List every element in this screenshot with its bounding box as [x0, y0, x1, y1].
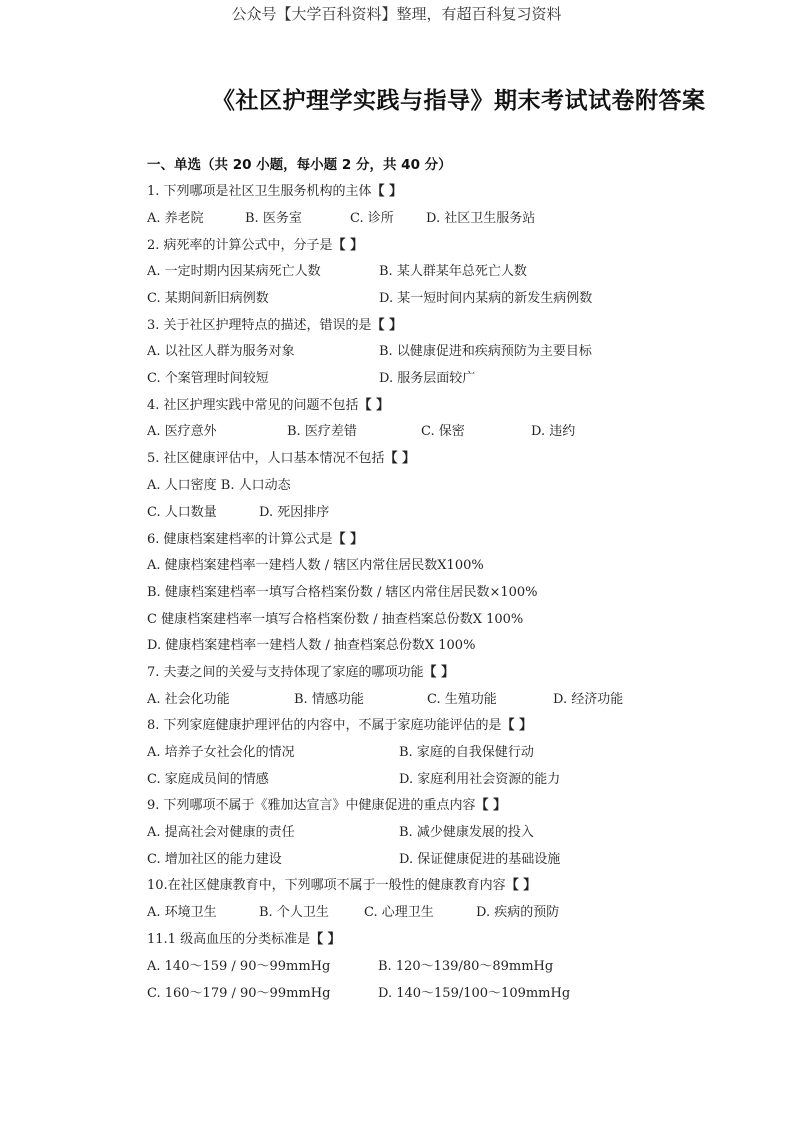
- option-b: B. 某人群某年总死亡人数: [379, 264, 527, 279]
- option-a: A. 提高社会对健康的责任: [147, 825, 295, 840]
- option-c: C. 160～179 / 90～99mmHg: [147, 986, 331, 1001]
- options-row: [147, 207, 747, 225]
- options-row: [147, 474, 747, 492]
- question-stem: [147, 714, 532, 733]
- answer-bracket: 【 】: [384, 451, 416, 466]
- options-row: [147, 260, 747, 278]
- option-b: B. 家庭的自我保健行动: [399, 745, 534, 760]
- options-row: [147, 287, 747, 305]
- options-row: [147, 821, 747, 839]
- options-row: [147, 901, 747, 919]
- option-c: C. 诊所: [350, 211, 394, 226]
- section-heading: 一、单选（共 20 小题，每小题 2 分，共 40 分）: [147, 157, 452, 173]
- stem-text: 10.在社区健康教育中，下列哪项不属于一般性的健康教育内容: [147, 878, 506, 893]
- stem-text: 11.1 级高血压的分类标准是: [147, 932, 311, 947]
- answer-bracket: 【 】: [358, 398, 390, 413]
- option-d: D. 家庭利用社会资源的能力: [399, 772, 561, 787]
- option-a-b: A. 人口密度 B. 人口动态: [147, 478, 291, 493]
- page-title: 《社区护理学实践与指导》期末考试试卷附答案: [212, 88, 706, 114]
- stem-text: 1. 下列哪项是社区卫生服务机构的主体: [147, 184, 372, 199]
- stem-text: 7. 夫妻之间的关爱与支持体现了家庭的哪项功能: [147, 665, 424, 680]
- answer-bracket: 【 】: [371, 318, 403, 333]
- option-c: C. 生殖功能: [427, 692, 497, 707]
- option-d: D. 健康档案建档率一建档人数 / 抽查档案总份数X 100%: [147, 638, 476, 653]
- stem-text: 4. 社区护理实践中常见的问题不包括: [147, 398, 359, 413]
- option-b: B. 120～139/80～89mmHg: [378, 959, 554, 974]
- options-row: [147, 420, 747, 438]
- answer-bracket: 【 】: [371, 184, 403, 199]
- options-row: [147, 982, 747, 1000]
- option-b: B. 个人卫生: [259, 905, 329, 920]
- question-stem: [147, 874, 536, 893]
- option-b: B. 医疗差错: [287, 424, 357, 439]
- option-c: C. 增加社区的能力建设: [147, 852, 282, 867]
- option-c: C. 某期间新旧病例数: [147, 291, 269, 306]
- answer-bracket: 【 】: [423, 665, 455, 680]
- option-a: A. 养老院: [147, 211, 204, 226]
- options-row: [147, 367, 747, 385]
- option-a: A. 环境卫生: [147, 905, 217, 920]
- option-d: D. 服务层面较广: [379, 371, 476, 386]
- question-stem: [147, 180, 402, 199]
- option-d: D. 经济功能: [553, 692, 624, 707]
- answer-bracket: 【 】: [310, 932, 341, 947]
- option-c: C. 保密: [421, 424, 465, 439]
- option-b: B. 健康档案建档率一填写合格档案份数 / 辖区内常住居民数×100%: [147, 585, 538, 600]
- option-b: B. 医务室: [245, 211, 302, 226]
- options-row: [147, 688, 747, 706]
- option-d: D. 违约: [531, 424, 576, 439]
- stem-text: 9. 下列哪项不属于《雅加达宣言》中健康促进的重点内容: [147, 798, 476, 813]
- question-stem: [147, 314, 402, 333]
- option-d: D. 疾病的预防: [476, 905, 560, 920]
- answer-bracket: 【 】: [332, 532, 364, 547]
- option-c: C. 家庭成员间的情感: [147, 772, 269, 787]
- question-stem: [147, 928, 341, 947]
- option-d: D. 某一短时间内某病的新发生病例数: [379, 291, 593, 306]
- option-d: D. 社区卫生服务站: [426, 211, 536, 226]
- options-row: [147, 741, 747, 759]
- option-c: C. 心理卫生: [364, 905, 434, 920]
- option-b: B. 减少健康发展的投入: [399, 825, 534, 840]
- question-stem: [147, 234, 363, 253]
- options-row: [147, 768, 747, 786]
- question-stem: [147, 661, 454, 680]
- page-header-watermark: 公众号【大学百科资料】整理，有超百科复习资料: [231, 5, 562, 23]
- option-b: B. 情感功能: [294, 692, 364, 707]
- option-a: A. 一定时期内因某病死亡人数: [147, 264, 321, 279]
- options-row: [147, 501, 747, 519]
- options-row: [147, 955, 747, 973]
- option-a: A. 社会化功能: [147, 692, 230, 707]
- option-a: A. 医疗意外: [147, 424, 217, 439]
- answer-bracket: 【 】: [501, 718, 533, 733]
- option-d: D. 死因排序: [259, 505, 330, 520]
- stem-text: 5. 社区健康评估中，人口基本情况不包括: [147, 451, 385, 466]
- option-c: C. 人口数量: [147, 505, 217, 520]
- answer-bracket: 【 】: [475, 798, 507, 813]
- stem-text: 8. 下列家庭健康护理评估的内容中，不属于家庭功能评估的是: [147, 718, 502, 733]
- answer-bracket: 【 】: [505, 878, 537, 893]
- option-a: A. 健康档案建档率一建档人数 / 辖区内常住居民数X100%: [147, 558, 484, 573]
- question-stem: [147, 394, 389, 413]
- question-stem: [147, 447, 415, 466]
- option-b: B. 以健康促进和疾病预防为主要目标: [379, 344, 592, 359]
- stem-text: 6. 健康档案建档率的计算公式是: [147, 532, 333, 547]
- stem-text: 2. 病死率的计算公式中，分子是: [147, 238, 333, 253]
- options-row: [147, 340, 747, 358]
- option-d: D. 140～159/100～109mmHg: [378, 986, 571, 1001]
- option-a: A. 培养子女社会化的情况: [147, 745, 295, 760]
- option-a: A. 以社区人群为服务对象: [147, 344, 295, 359]
- options-row: [147, 848, 747, 866]
- option-c: C. 个案管理时间较短: [147, 371, 269, 386]
- option-c: C 健康档案建档率一填写合格档案份数 / 抽查档案总份数X 100%: [147, 612, 524, 627]
- option-d: D. 保证健康促进的基础设施: [399, 852, 561, 867]
- answer-bracket: 【 】: [332, 238, 364, 253]
- question-stem: [147, 794, 506, 813]
- question-stem: [147, 528, 363, 547]
- option-a: A. 140～159 / 90～99mmHg: [147, 959, 331, 974]
- stem-text: 3. 关于社区护理特点的描述，错误的是: [147, 318, 372, 333]
